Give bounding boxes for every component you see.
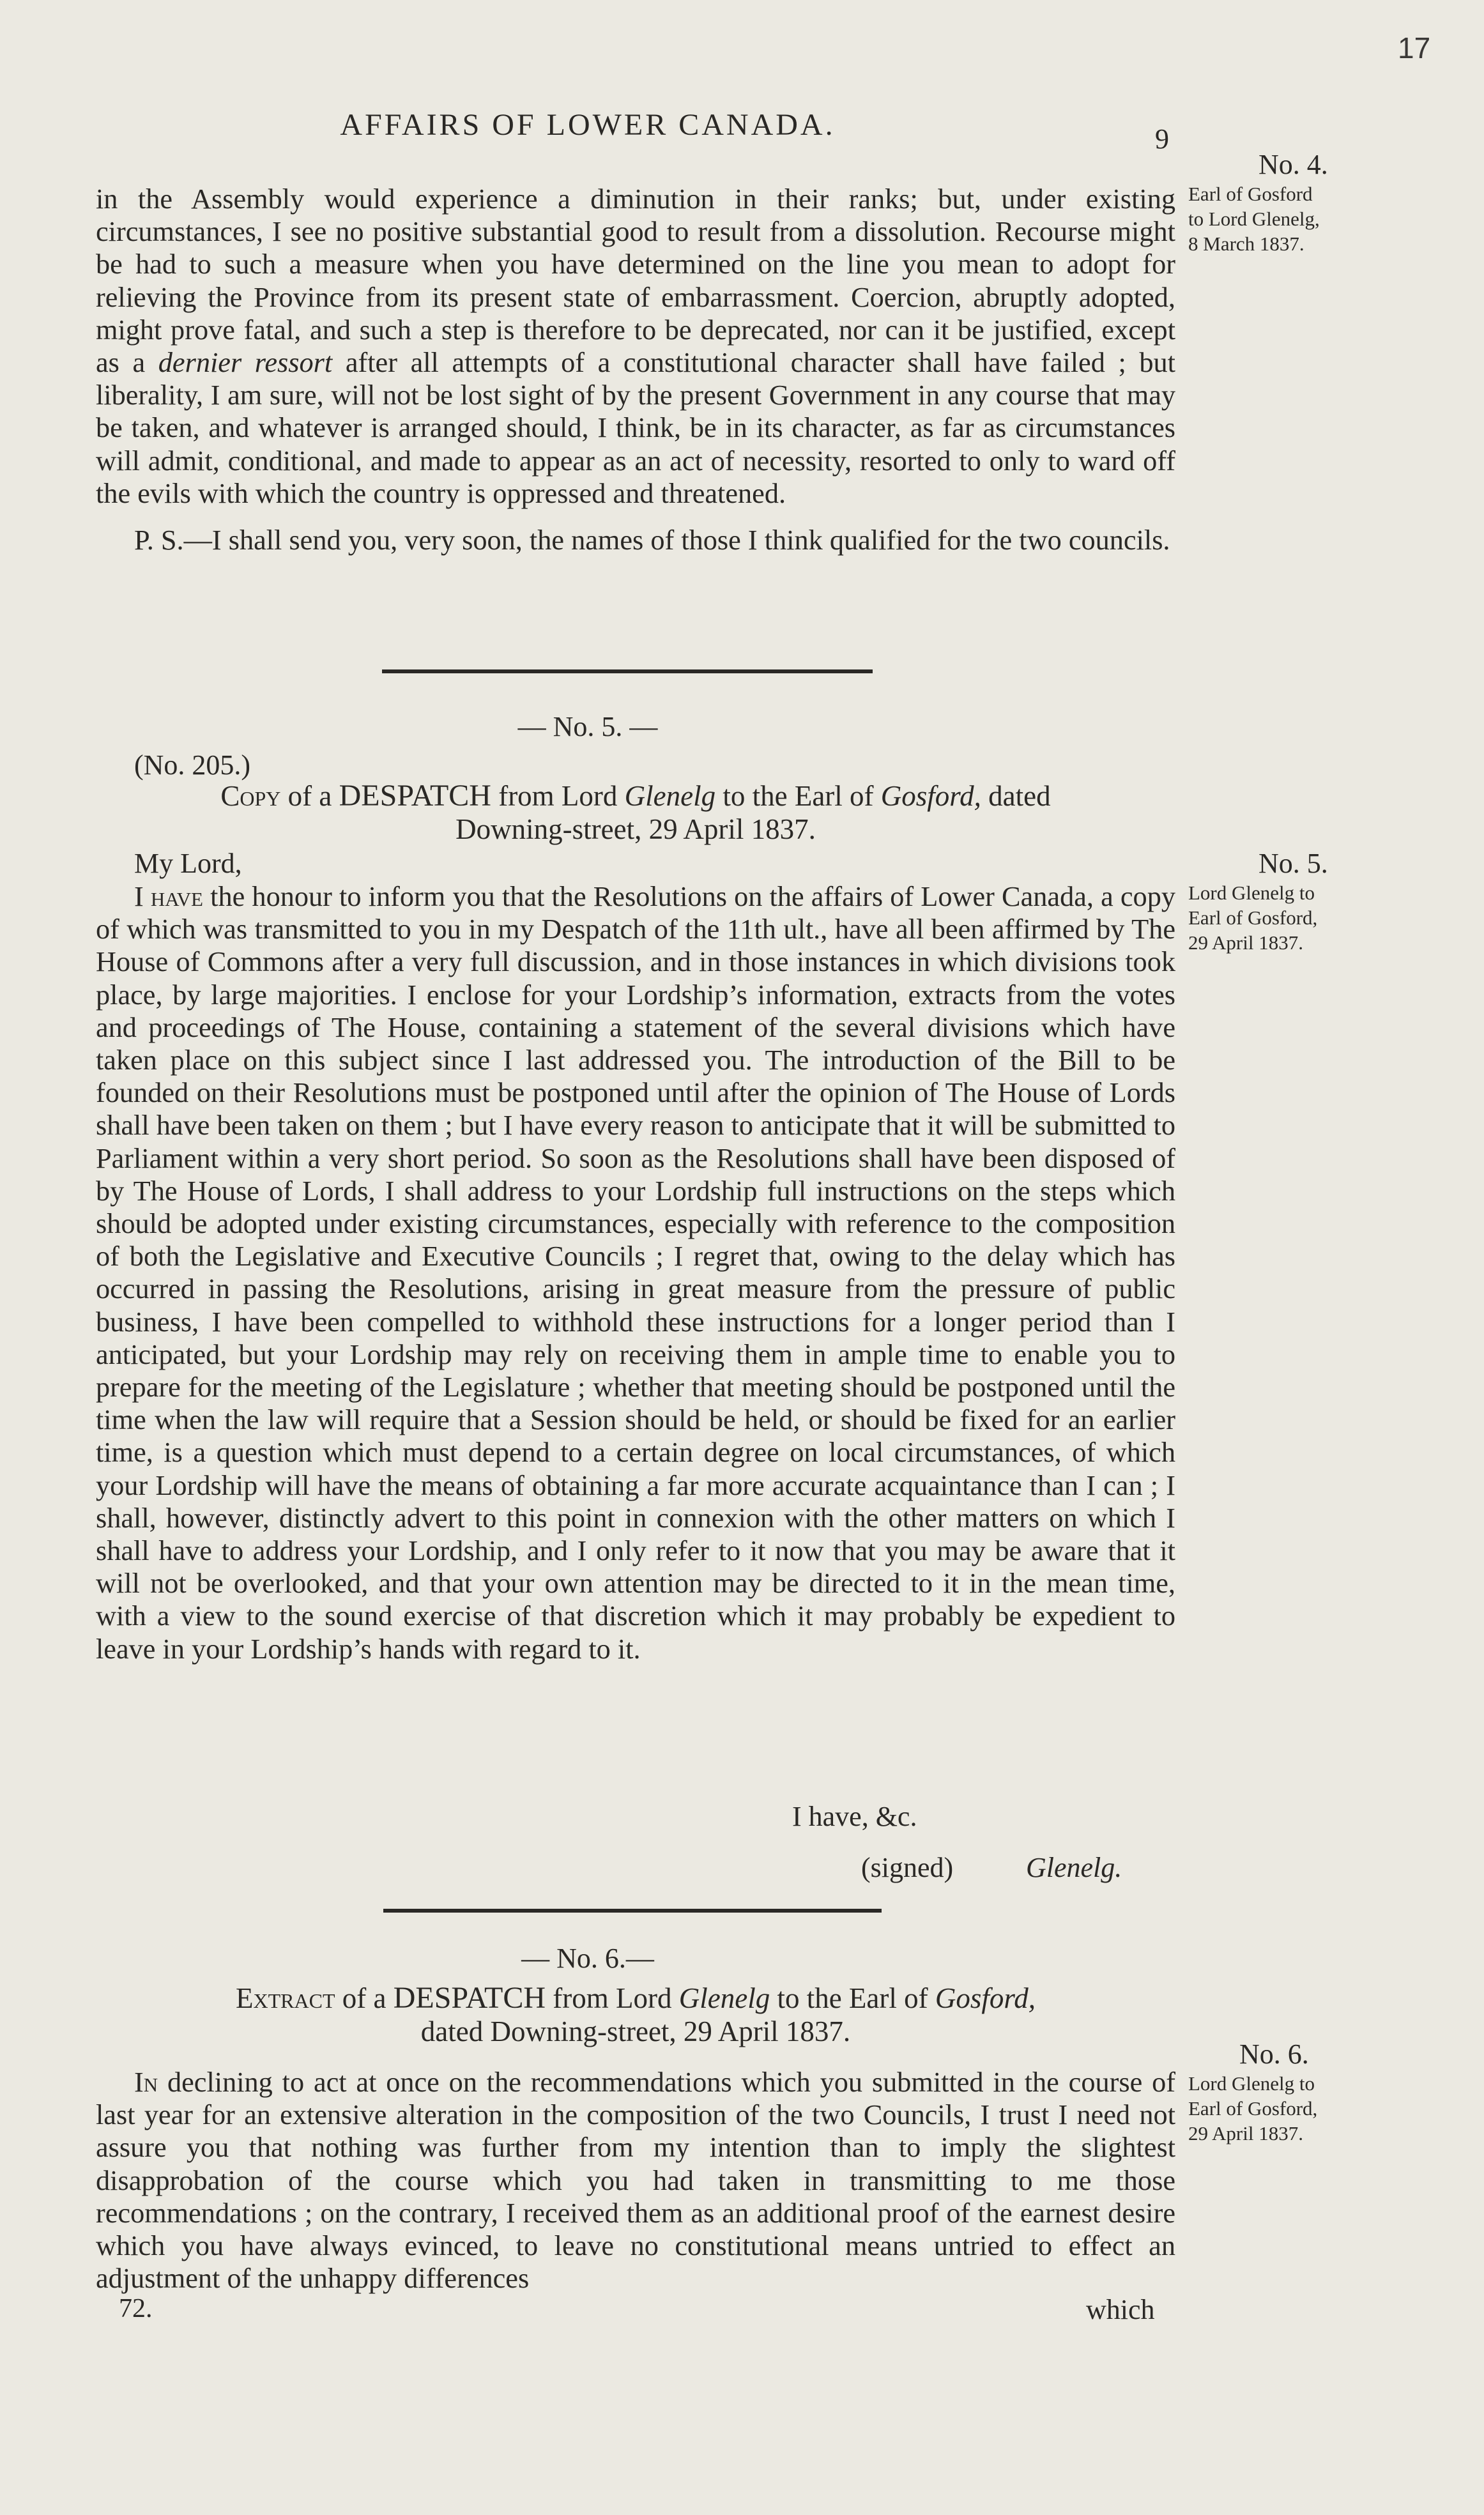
margin-note-line: to Lord Glenelg, <box>1188 208 1320 230</box>
margin-note-line: Earl of Gosford, <box>1188 2097 1318 2120</box>
postscript: P. S.—I shall send you, very soon, the names of those I think qualified for the two councils. <box>134 524 1170 556</box>
title-line: Downing-street, 29 April 1837. <box>455 813 816 845</box>
title-despatch: DESPATCH <box>393 1981 546 2015</box>
title-text: dated <box>988 780 1051 812</box>
despatch-title-no6 <box>96 1982 1175 2048</box>
italic-phrase: dernier ressort <box>158 347 333 379</box>
margin-note-no5 <box>1188 847 1405 955</box>
title-text: of a <box>342 1982 386 2014</box>
margin-note-heading: No. 5. <box>1258 848 1328 879</box>
margin-note-line: Lord Glenelg to <box>1188 882 1315 904</box>
paragraph-text: declining to act at once on the recommendations which you submitted in the course of last year for an extensive alteration in the composition of the two Councils, I trust I need not assure you that nothing was further from my intention than to imply the slightest disapprobation of the course which you had taken in transmitting to me those recommendations ; on the contrary, I received them as an additional proof of the earnest desire which you have always evinced, to leave no constitutional means untried to effect an adjustment of the unhappy differences <box>96 2067 1175 2295</box>
despatch-title-no5 <box>96 779 1175 846</box>
closing: I have, &c. <box>792 1801 917 1832</box>
title-text: from Lord <box>553 1982 672 2014</box>
signature <box>1026 1851 1122 1884</box>
margin-note-line: 29 April 1837. <box>1188 2122 1303 2144</box>
margin-note-line: 29 April 1837. <box>1188 931 1303 954</box>
no6-paragraph <box>96 2066 1175 2295</box>
title-despatch: DESPATCH <box>339 779 491 813</box>
title-name: Glenelg <box>624 780 716 812</box>
catchword: which <box>1086 2294 1155 2325</box>
no5-paragraph <box>96 880 1175 1665</box>
title-name: Glenelg <box>678 1982 770 2014</box>
section-rule <box>383 1909 882 1913</box>
opening-words: I have <box>134 881 203 912</box>
margin-note-heading: No. 4. <box>1258 149 1328 180</box>
no5-body <box>96 880 1175 1665</box>
margin-note-line: Earl of Gosford <box>1188 183 1313 205</box>
paragraph-text: after all attempts of a constitutional character shall have failed ; but liberality, I am sure, will not be lost sight of by the present Government in any course that may be taken, and whatever is arranged should, I think, be in its character, as far as circumstances will admit, conditional, and made to appear as an act of necessity, resorted to only to ward off the evils with which the country is oppressed and threatened. <box>96 347 1175 509</box>
title-name: Gosford, <box>880 780 981 812</box>
signature-name: Glenelg. <box>1026 1852 1122 1883</box>
title-line: dated Downing-street, 29 April 1837. <box>420 2015 851 2047</box>
margin-note-heading: No. 6. <box>1239 2038 1309 2070</box>
no4-paragraph <box>96 183 1175 510</box>
title-line <box>96 1982 1175 2015</box>
title-copy: Copy <box>220 780 281 812</box>
salutation: My Lord, <box>134 848 242 879</box>
title-line <box>96 779 1175 813</box>
page-number: 9 <box>1155 123 1169 155</box>
signed-label: (signed) <box>861 1852 954 1883</box>
title-text: to the Earl of <box>777 1982 928 2014</box>
margin-note-line: Lord Glenelg to <box>1188 2072 1315 2095</box>
no4-continuation <box>96 183 1175 556</box>
title-text: to the Earl of <box>723 780 874 812</box>
section-heading-no6: — No. 6.— <box>521 1943 654 1974</box>
paragraph-text: in the Assembly would experience a diminution in their ranks; but, under existing circumstances, I see no positive substantial good to result from a dissolution. Recourse might be had to such a measure when you have determined on the line you mean to adopt for relieving the Province from its present state of embarrassment. Coercion, abruptly adopted, might prove fatal, and such a step is therefore to be deprecated, nor can it be justified, except as a <box>96 183 1175 379</box>
margin-note-line: 8 March 1837. <box>1188 233 1304 255</box>
folio-number: 17 <box>1398 31 1431 65</box>
title-name: Gosford, <box>935 1982 1036 2014</box>
margin-note-no6 <box>1188 2038 1405 2146</box>
margin-note-line: Earl of Gosford, <box>1188 906 1318 929</box>
running-head: AFFAIRS OF LOWER CANADA. <box>340 108 836 142</box>
title-text: from Lord <box>498 780 618 812</box>
opening-words: In <box>134 2067 158 2098</box>
no6-body <box>96 2066 1175 2295</box>
margin-note-no4 <box>1188 148 1405 256</box>
section-heading-no5: — No. 5. — <box>517 711 658 742</box>
paragraph-text: the honour to inform you that the Resolutions on the affairs of Lower Canada, a copy of which was transmitted to you in my Despatch of the 11th ult., have all been affirmed by The House of Commons after a very full discussion, and in those instances in which divisions took place, by large majorities. I enclose for your Lordship’s information, extracts from the votes and proceedings of The House, containing a statement of the several divisions which have taken place on this subject since I last addressed you. The introduction of the Bill to be founded on their Resolutions must be postponed until after the opinion of The House of Lords shall have been taken on them ; but I have every reason to anticipate that it will be submitted to Parliament within a very short period. So soon as the Resolutions shall have been disposed of by The House of Lords, I shall address to your Lordship full instructions on the steps which should be adopted under existing circumstances, especially with reference to the composition of both the Legislative and Executive Councils ; I regret that, owing to the delay which has occurred in passing the Resolutions, arising in great measure from the pressure of public business, I have been compelled to withhold these instructions for a longer period than I anticipated, but your Lordship may rely on receiving them in ample time to enable you to prepare for the meeting of the Legislature ; whether that meeting should be postponed until the time when the law will require that a Session should be held, or should be fixed for an earlier time, is a question which must depend to a certain degree on local circumstances, of which your Lordship will have the means of obtaining a far more accurate acquaintance than I can ; I shall, however, distinctly advert to this point in connexion with the other matters on which I shall have to address your Lordship, and I only refer to it now that you may be aware that it will not be overlooked, and that your own attention may be directed to it in the mean time, with a view to the sound exercise of that discretion which it may probably be expedient to leave in your Lordship’s hands with regard to it. <box>96 881 1175 1665</box>
title-extract: Extract <box>236 1982 335 2014</box>
despatch-reference: (No. 205.) <box>134 749 251 781</box>
signature-mark: 72. <box>119 2294 153 2323</box>
section-rule <box>382 669 873 673</box>
title-text: of a <box>287 780 332 812</box>
